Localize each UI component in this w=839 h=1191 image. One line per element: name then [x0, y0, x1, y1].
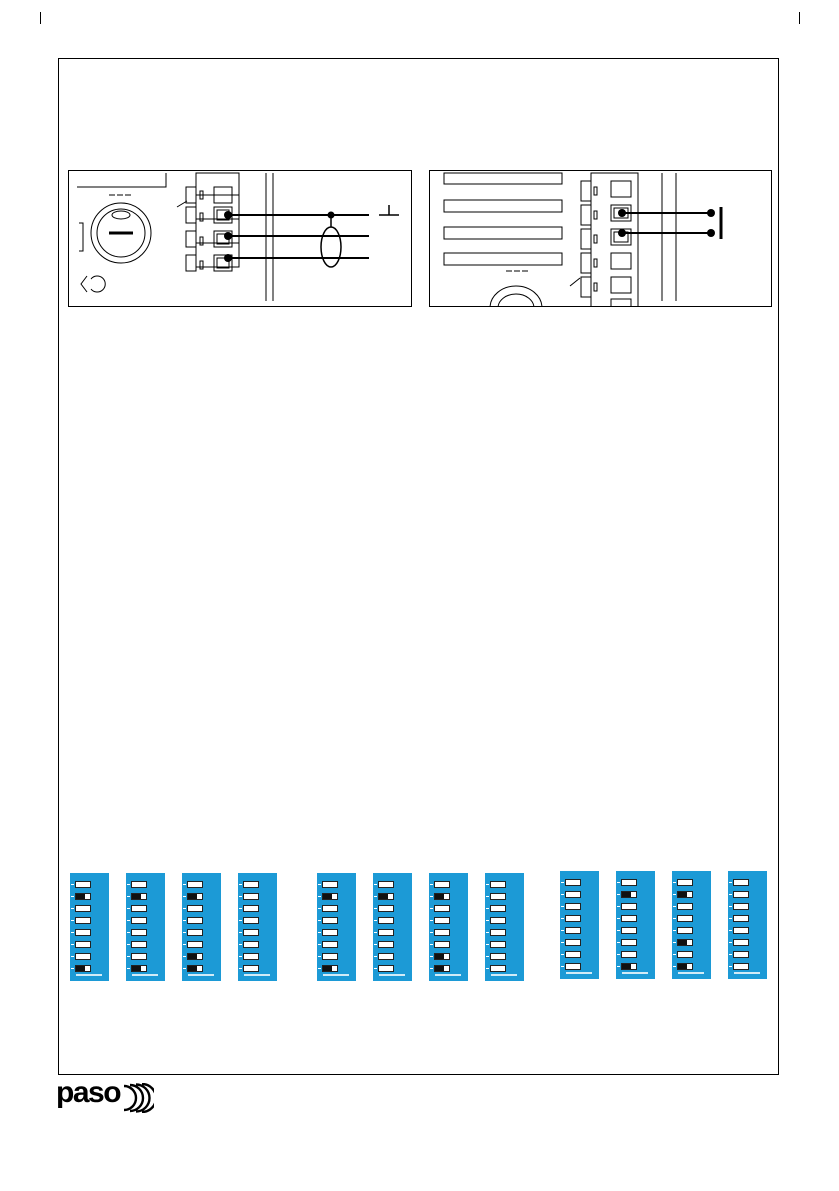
dip-lever [187, 893, 203, 900]
dip-position-mark [673, 942, 676, 943]
dip-lever [490, 953, 506, 960]
dip-base-line [132, 974, 158, 976]
dip-position-mark [617, 966, 620, 967]
dip-position-mark [183, 932, 186, 933]
dip-position-mark [71, 896, 74, 897]
dip-position-mark [729, 930, 732, 931]
dip-position-mark [239, 884, 242, 885]
dip-lever [187, 941, 203, 948]
dip-lever [733, 951, 749, 958]
dip-lever [131, 905, 147, 912]
dip-switch-1-2 [126, 873, 165, 981]
dip-position-mark [673, 906, 676, 907]
dip-lever [243, 965, 259, 972]
dip-position-mark [374, 944, 377, 945]
dip-lever [733, 891, 749, 898]
dip-position-mark [486, 884, 489, 885]
dip-position-mark [318, 956, 321, 957]
dip-base-line [435, 974, 461, 976]
dip-position-mark [617, 882, 620, 883]
logo-wordmark: paso [56, 1076, 121, 1109]
dip-lever [322, 905, 338, 912]
dip-lever [187, 905, 203, 912]
dip-position-mark [127, 896, 130, 897]
dip-position-mark [430, 896, 433, 897]
dip-lever [621, 939, 637, 946]
dip-position-mark [617, 942, 620, 943]
dip-position-mark [374, 956, 377, 957]
dip-lever [621, 879, 637, 886]
dip-position-mark [673, 930, 676, 931]
dip-lever [378, 881, 394, 888]
dip-lever [131, 965, 147, 972]
dip-lever [243, 941, 259, 948]
dip-position-mark [71, 884, 74, 885]
dip-lever [677, 891, 693, 898]
dip-lever [75, 917, 91, 924]
dip-position-mark [561, 882, 564, 883]
dip-lever [187, 929, 203, 936]
dip-lever [677, 951, 693, 958]
dip-lever [75, 953, 91, 960]
dip-lever [378, 953, 394, 960]
dip-base-line [323, 974, 349, 976]
dip-lever [565, 891, 581, 898]
dip-position-mark [239, 908, 242, 909]
dip-position-mark [374, 968, 377, 969]
dip-lever [243, 881, 259, 888]
dip-position-mark [486, 896, 489, 897]
dip-lever [565, 879, 581, 886]
dip-lever [733, 963, 749, 970]
dip-position-mark [374, 932, 377, 933]
dip-position-mark [374, 896, 377, 897]
dip-lever [75, 881, 91, 888]
dip-position-mark [486, 908, 489, 909]
dip-lever [131, 881, 147, 888]
dip-position-mark [673, 954, 676, 955]
dip-lever [378, 917, 394, 924]
dip-lever [621, 891, 637, 898]
dip-switch-3-3 [672, 871, 711, 979]
dip-lever [621, 963, 637, 970]
dip-position-mark [561, 942, 564, 943]
dip-base-line [76, 974, 102, 976]
dip-lever [322, 917, 338, 924]
dip-position-mark [430, 932, 433, 933]
dip-lever [490, 929, 506, 936]
dip-position-mark [486, 944, 489, 945]
dip-position-mark [127, 956, 130, 957]
dip-lever [490, 917, 506, 924]
dip-position-mark [239, 956, 242, 957]
dip-position-mark [673, 918, 676, 919]
dip-position-mark [673, 882, 676, 883]
dip-position-mark [374, 884, 377, 885]
dip-lever [75, 965, 91, 972]
dip-position-mark [71, 944, 74, 945]
dip-lever [434, 953, 450, 960]
dip-lever [677, 927, 693, 934]
dip-lever [131, 929, 147, 936]
dip-base-line [678, 972, 704, 974]
dip-base-line [491, 974, 517, 976]
dip-position-mark [239, 944, 242, 945]
dip-lever [131, 917, 147, 924]
dip-lever [677, 915, 693, 922]
dip-switch-2-1 [317, 873, 356, 981]
dip-switch-2-3 [429, 873, 468, 981]
dip-position-mark [71, 932, 74, 933]
dip-lever [621, 915, 637, 922]
dip-position-mark [318, 920, 321, 921]
dip-position-mark [318, 932, 321, 933]
dip-lever [243, 953, 259, 960]
dip-position-mark [729, 906, 732, 907]
dip-position-mark [239, 920, 242, 921]
dip-position-mark [430, 956, 433, 957]
dip-lever [677, 963, 693, 970]
dip-position-mark [430, 920, 433, 921]
dip-lever [434, 929, 450, 936]
dip-position-mark [71, 956, 74, 957]
dip-lever [434, 965, 450, 972]
dip-position-mark [374, 920, 377, 921]
dip-base-line [622, 972, 648, 974]
dip-position-mark [561, 906, 564, 907]
dip-position-mark [183, 896, 186, 897]
dip-lever [378, 929, 394, 936]
dip-lever [322, 941, 338, 948]
dip-lever [621, 903, 637, 910]
dip-lever [75, 893, 91, 900]
dip-lever [434, 917, 450, 924]
dip-position-mark [374, 908, 377, 909]
dip-position-mark [486, 956, 489, 957]
dip-position-mark [561, 918, 564, 919]
dip-base-line [379, 974, 405, 976]
dip-position-mark [617, 954, 620, 955]
dip-position-mark [729, 894, 732, 895]
dip-position-mark [729, 954, 732, 955]
dip-position-mark [617, 930, 620, 931]
dip-lever [733, 915, 749, 922]
dip-lever [490, 941, 506, 948]
dip-position-mark [617, 894, 620, 895]
dip-position-mark [127, 968, 130, 969]
dip-position-mark [318, 944, 321, 945]
dip-lever [733, 879, 749, 886]
dip-lever [565, 951, 581, 958]
dip-lever [243, 905, 259, 912]
dip-position-mark [183, 956, 186, 957]
dip-lever [322, 953, 338, 960]
dip-lever [490, 965, 506, 972]
dip-lever [565, 963, 581, 970]
crop-mark-left [40, 12, 53, 24]
dip-lever [322, 965, 338, 972]
dip-position-mark [617, 906, 620, 907]
dip-switch-1-4 [238, 873, 277, 981]
dip-position-mark [127, 932, 130, 933]
dip-switch-3-1 [560, 871, 599, 979]
dip-lever [434, 893, 450, 900]
dip-lever [187, 965, 203, 972]
dip-lever [131, 953, 147, 960]
dip-lever [565, 927, 581, 934]
dip-position-mark [729, 882, 732, 883]
dip-position-mark [486, 920, 489, 921]
dip-lever [322, 893, 338, 900]
dip-position-mark [561, 894, 564, 895]
dip-lever [187, 917, 203, 924]
dip-lever [378, 893, 394, 900]
dip-position-mark [617, 918, 620, 919]
dip-position-mark [127, 884, 130, 885]
dip-lever [131, 893, 147, 900]
dip-lever [490, 905, 506, 912]
dip-position-mark [71, 968, 74, 969]
dip-position-mark [561, 966, 564, 967]
dip-lever [677, 903, 693, 910]
dip-position-mark [71, 920, 74, 921]
dip-base-line [188, 974, 214, 976]
dip-lever [490, 893, 506, 900]
dip-lever [434, 941, 450, 948]
dip-position-mark [729, 942, 732, 943]
dip-position-mark [71, 908, 74, 909]
dip-position-mark [239, 896, 242, 897]
paso-logo [56, 1076, 152, 1114]
dip-position-mark [430, 968, 433, 969]
dip-switch-3-4 [728, 871, 767, 979]
dip-lever [733, 939, 749, 946]
dip-lever [378, 941, 394, 948]
dip-position-mark [183, 968, 186, 969]
dip-position-mark [183, 908, 186, 909]
dip-lever [187, 881, 203, 888]
dip-lever [434, 905, 450, 912]
dip-lever [378, 905, 394, 912]
dip-position-mark [127, 920, 130, 921]
dip-position-mark [318, 908, 321, 909]
wiring-diagram-left [68, 170, 412, 307]
dip-lever [677, 939, 693, 946]
dip-position-mark [561, 930, 564, 931]
dip-base-line [734, 972, 760, 974]
dip-position-mark [729, 918, 732, 919]
dip-lever [75, 905, 91, 912]
dip-switch-3-2 [616, 871, 655, 979]
crop-mark-right [787, 12, 800, 24]
dip-lever [621, 951, 637, 958]
dip-position-mark [673, 966, 676, 967]
dip-position-mark [318, 968, 321, 969]
dip-lever [621, 927, 637, 934]
dip-lever [75, 941, 91, 948]
dip-lever [490, 881, 506, 888]
dip-position-mark [486, 968, 489, 969]
dip-position-mark [486, 932, 489, 933]
dip-position-mark [318, 896, 321, 897]
dip-position-mark [430, 884, 433, 885]
dip-position-mark [318, 884, 321, 885]
dip-position-mark [183, 920, 186, 921]
dip-position-mark [729, 966, 732, 967]
dip-lever [565, 939, 581, 946]
dip-lever [243, 929, 259, 936]
dip-position-mark [673, 894, 676, 895]
dip-switch-1-3 [182, 873, 221, 981]
dip-lever [733, 927, 749, 934]
dip-lever [75, 929, 91, 936]
dip-base-line [244, 974, 270, 976]
dip-lever [677, 879, 693, 886]
dip-position-mark [430, 908, 433, 909]
dip-position-mark [561, 954, 564, 955]
dip-lever [565, 915, 581, 922]
dip-switch-1-1 [70, 873, 109, 981]
dip-lever [378, 965, 394, 972]
dip-position-mark [127, 944, 130, 945]
dip-lever [187, 953, 203, 960]
dip-lever [322, 881, 338, 888]
dip-lever [565, 903, 581, 910]
dip-position-mark [127, 908, 130, 909]
dip-lever [243, 893, 259, 900]
dip-switch-2-2 [373, 873, 412, 981]
dip-position-mark [183, 884, 186, 885]
dip-position-mark [239, 932, 242, 933]
wiring-diagram-right [429, 170, 772, 307]
dip-position-mark [430, 944, 433, 945]
dip-lever [131, 941, 147, 948]
dip-lever [733, 903, 749, 910]
dip-lever [243, 917, 259, 924]
dip-position-mark [239, 968, 242, 969]
dip-lever [434, 881, 450, 888]
dip-base-line [566, 972, 592, 974]
dip-position-mark [183, 944, 186, 945]
logo-rings-icon [120, 1083, 154, 1113]
dip-lever [322, 929, 338, 936]
dip-switch-2-4 [485, 873, 524, 981]
